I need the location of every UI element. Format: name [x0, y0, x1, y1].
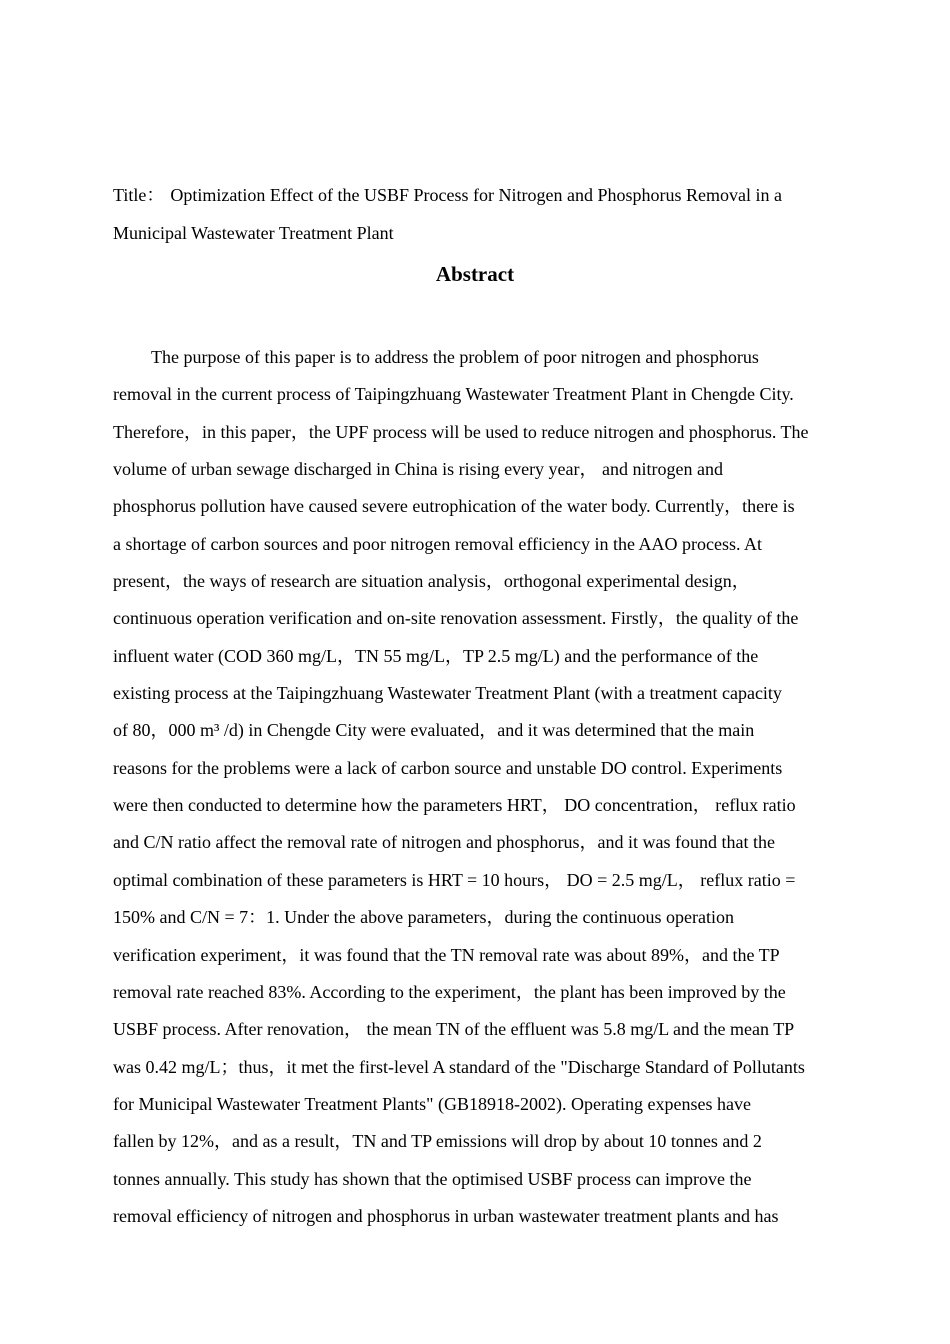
title-text-line-1: Optimization Effect of the USBF Process for Nitrogen and Phosphorus Removal in a — [170, 185, 782, 205]
abstract-line: volume of urban sewage discharged in China is rising every year， and nitrogen and — [113, 459, 723, 480]
abstract-line: of 80，000 m³ /d) in Chengde City were evaluated，and it was determined that the main — [113, 720, 755, 741]
abstract-line: tonnes annually. This study has shown that the optimised USBF process can improve the — [113, 1168, 752, 1189]
abstract-line: removal rate reached 83%. According to the experiment，the plant has been improved by the — [113, 981, 786, 1002]
abstract-line: optimal combination of these parameters is HRT = 10 hours， DO = 2.5 mg/L， reflux ratio = — [113, 869, 796, 890]
abstract-line: reasons for the problems were a lack of carbon source and unstable DO control. Experiments — [113, 757, 783, 778]
title-label: Title： — [113, 185, 165, 205]
abstract-line: existing process at the Taipingzhuang Wastewater Treatment Plant (with a treatment capacity — [113, 683, 782, 704]
abstract-line: was 0.42 mg/L；thus，it met the first-level A standard of the "Discharge Standard of Pollutants — [113, 1056, 805, 1077]
abstract-line: were then conducted to determine how the parameters HRT， DO concentration， reflux ratio — [113, 795, 796, 816]
abstract-body — [113, 339, 847, 1239]
abstract-line: for Municipal Wastewater Treatment Plants" (GB18918-2002). Operating expenses have — [113, 1093, 751, 1114]
abstract-line: and C/N ratio affect the removal rate of nitrogen and phosphorus，and it was found that the — [113, 832, 775, 853]
abstract-line: USBF process. After renovation， the mean TN of the effluent was 5.8 mg/L and the mean TP — [113, 1019, 795, 1040]
abstract-line: fallen by 12%，and as a result，TN and TP emissions will drop by about 10 tonnes and 2 — [113, 1131, 762, 1152]
abstract-line: phosphorus pollution have caused severe eutrophication of the water body. Currently，there is — [113, 496, 795, 517]
abstract-line: verification experiment，it was found that the TN removal rate was about 89%，and the TP — [113, 944, 780, 965]
abstract-line: Therefore，in this paper，the UPF process will be used to reduce nitrogen and phosphorus. The — [113, 421, 809, 442]
abstract-line: 150% and C/N = 7：1. Under the above parameters，during the continuous operation — [113, 907, 734, 928]
title-text-line-2: Municipal Wastewater Treatment Plant — [113, 222, 394, 243]
abstract-line: removal in the current process of Taipingzhuang Wastewater Treatment Plant in Chengde City. — [113, 384, 794, 405]
abstract-line: removal efficiency of nitrogen and phosphorus in urban wastewater treatment plants and has — [113, 1205, 779, 1226]
abstract-line: The purpose of this paper is to address the problem of poor nitrogen and phosphorus — [151, 347, 759, 367]
abstract-line: present，the ways of research are situation analysis，orthogonal experimental design， — [113, 571, 750, 592]
abstract-heading: Abstract — [435, 262, 515, 286]
abstract-line: a shortage of carbon sources and poor nitrogen removal efficiency in the AAO process. At — [113, 533, 762, 554]
document-title — [113, 177, 843, 252]
abstract-line: continuous operation verification and on-site renovation assessment. Firstly，the quality of the — [113, 608, 799, 629]
abstract-line: influent water (COD 360 mg/L，TN 55 mg/L，TP 2.5 mg/L) and the performance of the — [113, 645, 759, 666]
